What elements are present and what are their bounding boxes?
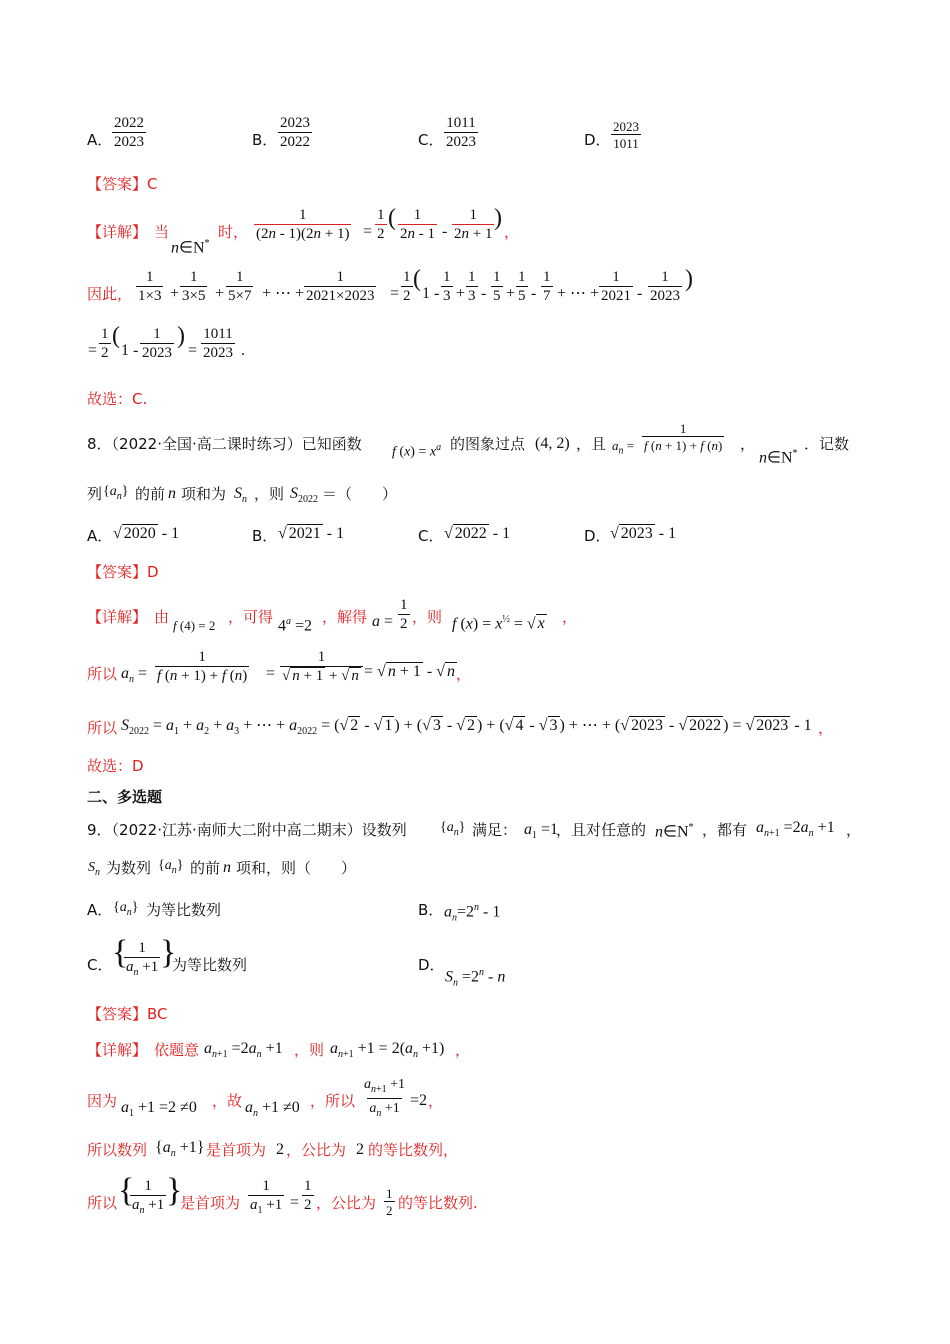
q9-ratio-half: $\frac{1}{2}$ — [386, 1186, 393, 1218]
q8-comma1: ， — [562, 608, 578, 626]
q7-m1: - — [481, 285, 487, 302]
q9-a1-check: $a_1 +1 =2 \ne 0$ — [121, 1099, 197, 1120]
q7-result: $\frac{1011}{2023}$ — [203, 326, 233, 361]
q8-diff: = √ n + 1 - √ n — [364, 663, 455, 680]
q9-seq: $\{a_n\}$ — [440, 820, 466, 838]
q9-yitiyi: 依题意 — [154, 1041, 200, 1059]
q7-s3: $\frac{1}{5}$ — [493, 269, 501, 304]
q8-point: (4, 2) — [535, 435, 570, 452]
q7-n-in-N: n∈N* — [171, 238, 210, 257]
q7-detail-label: 【详解】 — [87, 223, 148, 241]
q7-option-c-num: 1011 — [446, 115, 476, 131]
q8-option-d-tail: - 1 — [654, 525, 677, 542]
q8-option-a: √ 2020 - 1 — [113, 525, 180, 542]
q8-suoyi2: 所以 — [87, 719, 118, 737]
q8-line2-e: ＝（ ） — [322, 485, 398, 503]
q9-stem-mid1: 满足： — [472, 821, 518, 839]
q7-s2: $\frac{1}{3}$ — [468, 269, 476, 304]
q9-dengbi: 的等比数列， — [368, 1141, 459, 1159]
q9-c-brace-close: } — [160, 934, 177, 971]
q9-sn: $S_n$ — [88, 860, 100, 878]
q8-a-eq: a = — [372, 613, 394, 630]
q8-option-c: √ 2022 - 1 — [444, 525, 511, 542]
q8-an: $a_n$ = — [612, 438, 635, 457]
q9-option-d-letter: D． — [418, 956, 445, 974]
q7-s4: $\frac{1}{5}$ — [518, 269, 526, 304]
q8-option-c-expr: 2022 — [454, 525, 487, 542]
q9-ratio: $\frac{a_{n+1} +1}{a_n +1}$ — [362, 1076, 407, 1122]
q7-option-c-fraction — [444, 115, 478, 151]
q8-stem-end: ．记数 — [804, 435, 850, 453]
q7-t2: $\frac{1}{3\times 5}$ — [182, 269, 206, 304]
q7-therefore: 因此， — [87, 285, 133, 303]
q8-stem-mid1: 的图象过点 — [450, 435, 526, 453]
q8-ze: ，则 — [412, 608, 443, 626]
q7-option-c-letter: C． — [418, 131, 444, 149]
q8-answer: 【答案】D — [87, 563, 159, 581]
q8-option-b-letter: B． — [252, 527, 278, 545]
q8-comma3: ， — [818, 719, 834, 737]
q8-fx: f $(x) = x^a$ — [392, 442, 442, 460]
q9-stem-prefix: 9．（2022·江苏·南师大二附中高二期末）设数列 — [87, 821, 407, 839]
q7-period: . — [241, 342, 245, 359]
q9-c-frac: $\frac{1}{a_n +1}$ — [124, 940, 160, 981]
q8-option-b-tail: - 1 — [322, 525, 345, 542]
q7-m2: - — [531, 285, 537, 302]
q7-dots: + ⋯ + — [262, 285, 305, 302]
q9-option-a-letter: A． — [87, 901, 113, 919]
q8-option-a-expr: 2020 — [123, 525, 156, 542]
q7-s7: $\frac{1}{2023}$ — [650, 269, 680, 304]
q9-option-c-letter: C． — [87, 956, 113, 974]
q9-stem-mid2: ，且对任意的 — [556, 821, 647, 839]
q7-option-b-fraction — [278, 115, 312, 151]
q7-frac-general-term: $\frac{1}{(2n - 1)(2n + 1)}$ — [256, 207, 350, 242]
q7-frac-b: $\frac{1}{2n + 1}$ — [454, 207, 493, 242]
q7-option-d-den: 1011 — [613, 136, 639, 151]
q7-option-c-den: 2023 — [446, 134, 476, 150]
q9-n: n — [223, 859, 231, 876]
q9-option-b-expr: $a_n=2^n - 1$ — [444, 902, 501, 924]
q7-option-b-den: 2022 — [280, 134, 310, 150]
q8-option-c-tail: - 1 — [488, 525, 511, 542]
q9-brace-close2: } — [166, 1172, 183, 1209]
q7-p1: + — [456, 285, 466, 302]
q9-ratio-eq: =2 — [410, 1092, 428, 1109]
q8-line2-a: 列 — [87, 485, 103, 503]
q9-seq2: $\{a_n\}$ — [158, 858, 184, 876]
q8-s2022: $S_{2022}$ — [290, 485, 318, 506]
q9-option-c-text: 为等比数列 — [172, 956, 248, 974]
q7-eq3: = — [88, 342, 98, 359]
q8-kede: ，可得 — [228, 608, 274, 626]
q9-option-b-letter: B． — [418, 901, 444, 919]
q8-option-a-tail: - 1 — [157, 525, 180, 542]
q9-first-term: 2 — [276, 1141, 284, 1158]
q9-an-check: $a_n +1 \ne 0$ — [245, 1099, 300, 1120]
q9-option-d-expr: $S_n =2^n - n$ — [445, 967, 506, 989]
q8-a-half: $\frac{1}{2}$ — [400, 597, 408, 632]
q8-option-b: √ 2021 - 1 — [278, 525, 345, 542]
q8-option-d-expr: 2023 — [620, 525, 653, 542]
q8-an2: $a_n$ = — [121, 665, 148, 686]
q8-detail-label: 【详解】 — [87, 608, 148, 626]
q9-answer: 【答案】BC — [87, 1005, 168, 1023]
q9-option-a-seq: $\{a_n\}$ — [113, 900, 139, 918]
q9-seq-plus1: $\{a_n +1\}$ — [155, 1139, 205, 1160]
q7-option-b-letter: B． — [252, 131, 278, 149]
q7-s5: $\frac{1}{7}$ — [543, 269, 551, 304]
q8-sn: $S_n$ — [234, 485, 247, 506]
q7-conclusion: 故选：C. — [87, 390, 148, 408]
q7-option-a-fraction — [112, 115, 146, 151]
q8-f4: f (4) = 2 — [173, 618, 216, 633]
q9-line2-c: 项和，则（ ） — [236, 859, 357, 877]
q7-option-d-letter: D． — [584, 131, 611, 149]
q8-n: n — [168, 485, 176, 502]
q9-yinwei: 因为 — [87, 1092, 118, 1110]
q9-comma1: ， — [455, 1041, 471, 1059]
q8-sqrt-frac: $\frac{1}{√ n + 1 + √ n}$ — [280, 649, 363, 685]
q9-eq-half: = — [290, 1194, 300, 1211]
q7-t1: $\frac{1}{1\times 3}$ — [138, 269, 162, 304]
q9-suoyi2: 所以 — [87, 1194, 118, 1212]
q7-one-minus: 1 - — [422, 285, 440, 302]
q8-line2-c: 项和为 — [181, 485, 227, 503]
q8-option-a-letter: A． — [87, 527, 113, 545]
q8-option-d: √ 2023 - 1 — [610, 525, 677, 542]
q9-suoyi: ，所以 — [310, 1092, 356, 1110]
q7-plus1: + — [170, 285, 180, 302]
q7-eq2: = — [390, 285, 400, 302]
q8-stem-mid3: ， — [740, 435, 756, 453]
q7-big-open: ( — [413, 266, 421, 292]
q7-option-d-num: 2023 — [613, 119, 639, 134]
q9-recip: $\frac{1}{a_n +1}$ — [130, 1178, 166, 1219]
q8-an-frac2: $\frac{1}{f (n + 1) + f (n)}$ — [157, 649, 248, 684]
q9-comma0: ， — [846, 821, 862, 839]
q7-when: 当 — [154, 223, 170, 241]
q9-rec3: $a_{n+1} +1 = 2(a_n +1)$ — [330, 1040, 445, 1061]
q7-option-a-letter: A． — [87, 131, 113, 149]
q7-one-minus3: 1 - — [121, 342, 139, 359]
q9-line2-a: 为数列 — [106, 859, 152, 877]
q9-brace-open2: { — [118, 1172, 135, 1209]
q7-eq: = — [363, 223, 373, 240]
q7-close3: ) — [177, 323, 185, 349]
q7-paren-open: ( — [388, 205, 396, 231]
q7-big-close: ) — [685, 266, 693, 292]
q9-ratio-val: 2 — [356, 1141, 364, 1158]
q7-p2: + — [506, 285, 516, 302]
q8-n-in-N: n∈N* — [759, 448, 798, 467]
q7-half3: $\frac{1}{2}$ — [101, 326, 109, 361]
q8-option-d-letter: D． — [584, 527, 611, 545]
q7-s1: $\frac{1}{3}$ — [443, 269, 451, 304]
q9-dengbi2: 的等比数列. — [398, 1194, 478, 1212]
q9-first-recip: $\frac{1}{a_1 +1}$ — [248, 1178, 284, 1219]
q7-s6: $\frac{1}{2021}$ — [601, 269, 631, 304]
q7-half2: $\frac{1}{2}$ — [403, 269, 411, 304]
q8-jiede: ，解得 — [322, 608, 368, 626]
q8-an-frac: $\frac{1}{f (n + 1) + f (n)}$ — [644, 421, 723, 453]
q9-shi-shouxiang: 是首项为 — [206, 1141, 267, 1159]
q8-you: 由 — [154, 608, 170, 626]
q9-stem-mid3: ，都有 — [702, 821, 748, 839]
q9-gu: ，故 — [212, 1092, 243, 1110]
q7-dots2: + ⋯ + — [557, 285, 600, 302]
q7-paren-close: ) — [494, 205, 502, 231]
q9-ze: ，则 — [294, 1041, 325, 1059]
q7-options — [0, 0, 950, 151]
q9-a1: $a_1 =1$ — [524, 821, 559, 842]
q8-seq: $\{a_n\}$ — [103, 484, 129, 502]
section-title: 二、多选题 — [87, 788, 163, 806]
q7-half: $\frac{1}{2}$ — [377, 207, 385, 242]
q8-sum: $S_{2022} = a_1 + a_2 + a_3$ + ⋯ + $a_{2022}$ = (√ 2 - √ 1 ) + (√ 3 - √ 2 ) + (√ 4 - √ 3 ) + ⋯ + (√ 2023 - √ 2022 ) = √ 2023 - 1 — [121, 717, 812, 738]
q9-gongbi2: ，公比为 — [316, 1194, 377, 1212]
q7-option-d-fraction — [611, 119, 641, 151]
q9-c-brace-open: { — [112, 934, 129, 971]
q7-t3: $\frac{1}{5\times 7}$ — [228, 269, 252, 304]
q8-suoyi1: 所以 — [87, 665, 118, 683]
q9-gongbi: ，公比为 — [286, 1141, 347, 1159]
q7-tn: $\frac{1}{2021\times 2023}$ — [306, 269, 375, 304]
q7-frac-a: $\frac{1}{2n - 1}$ — [400, 207, 435, 242]
q7-comma: ， — [504, 223, 520, 241]
q7-time: 时， — [218, 223, 249, 241]
q8-line2-b: 的前 — [135, 485, 166, 503]
q9-option-a-text: 为等比数列 — [146, 901, 222, 919]
q8-eq5: = — [266, 665, 276, 682]
q8-stem-prefix: 8．（2022·全国·高二课时练习）已知函数 — [87, 435, 362, 453]
q8-option-b-expr: 2021 — [288, 525, 321, 542]
q8-option-c-letter: C． — [418, 527, 444, 545]
q8-stem-mid2: ，且 — [576, 435, 607, 453]
q9-rec2: $a_{n+1} =2a_n +1$ — [204, 1040, 283, 1061]
q7-open3: ( — [112, 323, 120, 349]
q7-minus: - — [442, 223, 448, 240]
q7-answer: 【答案】C — [87, 175, 158, 193]
q8-4a: $4^a =2$ — [278, 616, 313, 635]
q7-option-a-den: 2023 — [114, 134, 144, 150]
q9-line2-b: 的前 — [190, 859, 221, 877]
q9-shi-shouxiang2: 是首项为 — [180, 1194, 241, 1212]
q7-option-b-num: 2023 — [280, 115, 310, 131]
q9-n-in-N: n∈N* — [655, 822, 694, 841]
q9-recurrence: $a_{n+1} =2a_n +1$ — [756, 819, 835, 840]
q8-conclusion: 故选：D — [87, 757, 144, 775]
q9-detail-label: 【详解】 — [87, 1041, 148, 1059]
q7-eq4: = — [188, 342, 198, 359]
q7-plus2: + — [215, 285, 225, 302]
q8-line2-d: ，则 — [254, 485, 285, 503]
q7-m3: - — [637, 285, 643, 302]
q9-suoyi-shulie: 所以数列 — [87, 1141, 148, 1159]
q8-fx-sqrt: f $(x) = x^{\frac{1}{2}}$ = √ x — [452, 614, 545, 633]
q7-f3: $\frac{1}{2023}$ — [142, 326, 172, 361]
q8-comma2: ， — [456, 665, 472, 683]
q9-half: $\frac{1}{2}$ — [304, 1178, 312, 1213]
q9-comma2: ， — [428, 1092, 444, 1110]
q7-option-a-num: 2022 — [114, 115, 144, 131]
